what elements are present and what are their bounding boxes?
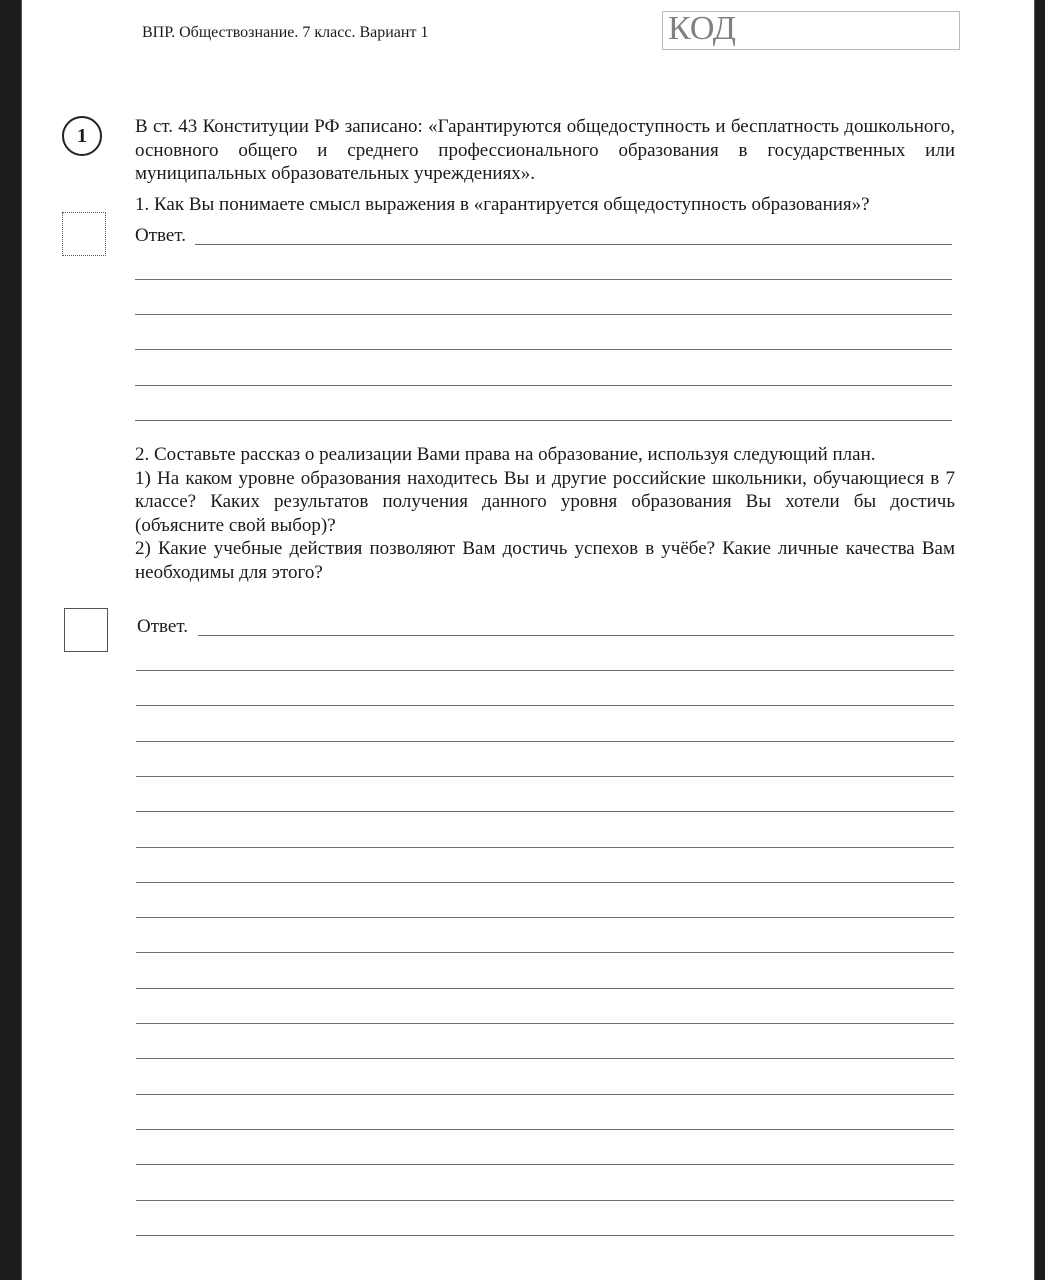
exam-page xyxy=(21,0,1035,1280)
answer-label-1: Ответ. xyxy=(135,225,186,246)
code-field[interactable] xyxy=(662,11,960,50)
answer-line-2-first[interactable] xyxy=(198,635,954,636)
answer-line[interactable] xyxy=(136,988,954,989)
task-number: 1 xyxy=(77,124,87,147)
answer-line[interactable] xyxy=(136,811,954,812)
question-2-intro: 2. Составьте рассказ о реализации Вами права на образование, используя следующий план. xyxy=(135,444,876,465)
answer-line[interactable] xyxy=(136,952,954,953)
answer-line[interactable] xyxy=(136,1235,954,1236)
question-2-plan-2: 2) Какие учебные действия позволяют Вам достичь успехов в учёбе? Какие личные качества Вам необходимы для этого? xyxy=(135,538,955,583)
answer-line[interactable] xyxy=(135,349,952,350)
answer-line[interactable] xyxy=(136,882,954,883)
answer-line[interactable] xyxy=(136,917,954,918)
answer-line[interactable] xyxy=(136,776,954,777)
answer-line[interactable] xyxy=(136,1058,954,1059)
answer-line[interactable] xyxy=(136,847,954,848)
answer-line[interactable] xyxy=(136,1094,954,1095)
answer-line-1-first[interactable] xyxy=(195,244,952,245)
task-intro: В ст. 43 Конституции РФ записано: «Гарантируются общедоступность и бесплатность дошкольного, основного общего и среднего профессионального образования в государственных или муниципальных образовательных учреждениях». xyxy=(135,116,955,184)
answer-line[interactable] xyxy=(136,1023,954,1024)
answer-line[interactable] xyxy=(136,1200,954,1201)
question-1-text: 1. Как Вы понимаете смысл выражения в «гарантируется общедоступность образования»? xyxy=(135,194,870,215)
answer-line[interactable] xyxy=(136,705,954,706)
question-2-plan-1: 1) На каком уровне образования находитесь Вы и другие российские школьники, обучающиеся в 7 классе? Каких результатов получения данного уровня образования Вы хотели бы достичь (объясните свой выбор)? xyxy=(135,467,955,536)
answer-line[interactable] xyxy=(135,385,952,386)
score-box-question-2[interactable] xyxy=(64,608,108,652)
answer-line[interactable] xyxy=(135,279,952,280)
answer-line[interactable] xyxy=(135,420,952,421)
task-number-badge xyxy=(62,116,102,156)
question-2-text xyxy=(135,443,955,584)
answer-line[interactable] xyxy=(135,314,952,315)
answer-line[interactable] xyxy=(136,1164,954,1165)
answer-line[interactable] xyxy=(136,741,954,742)
code-label: КОД xyxy=(668,10,736,47)
answer-line[interactable] xyxy=(136,670,954,671)
score-box-question-1[interactable] xyxy=(62,212,106,256)
header-title: ВПР. Обществознание. 7 класс. Вариант 1 xyxy=(142,24,429,41)
answer-label-2: Ответ. xyxy=(137,616,188,637)
answer-line[interactable] xyxy=(136,1129,954,1130)
